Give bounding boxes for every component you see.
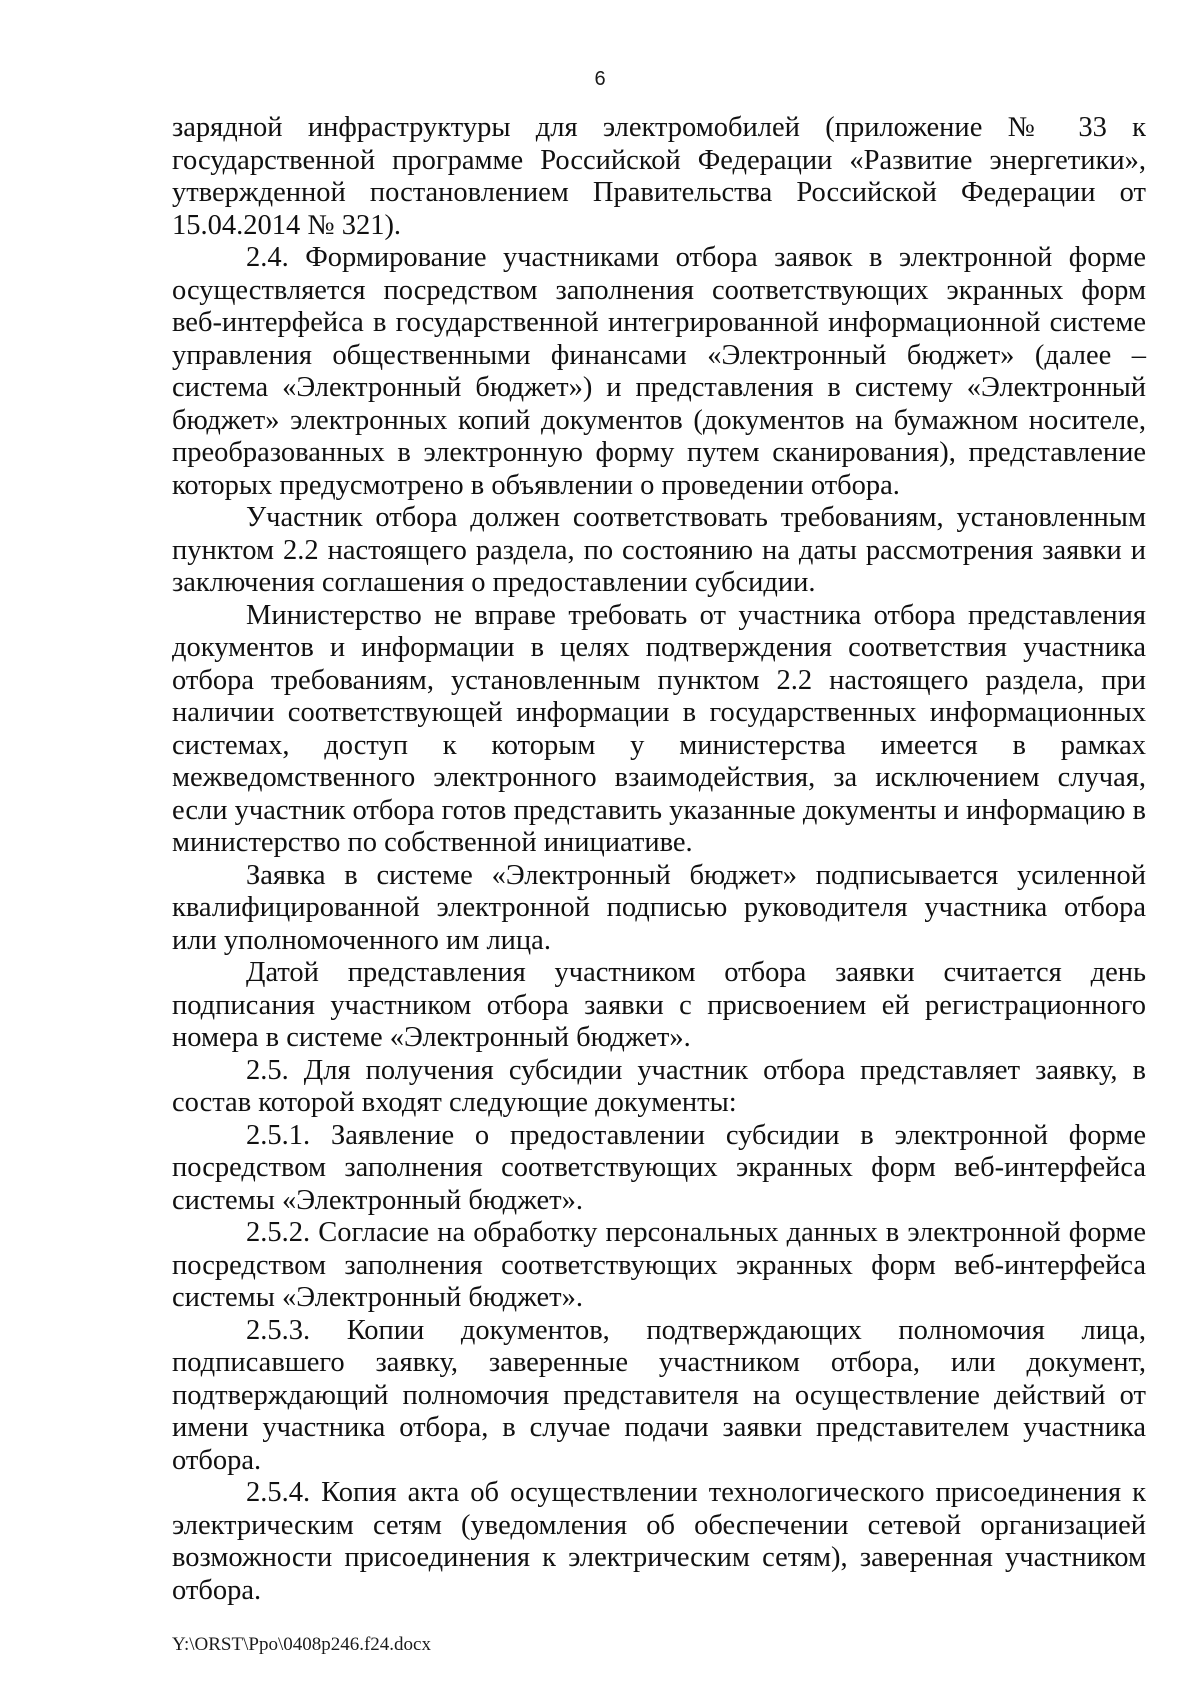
paragraph-2-4: 2.4. Формирование участниками отбора заявок в электронной форме осуществляется посредством заполнения соответствующих экранных форм веб-интерфейса в государственной интегрированной информационной системе управления общественными финансами «Электронный бюджет» (далее – система «Электронный бюджет») и представления в систему «Электронный бюджет» электронных копий документов (документов на бумажном носителе, преобразованных в электронную форму путем сканирования), представление которых предусмотрено в объявлении о проведении отбора. (172, 242, 1146, 501)
paragraph-application-signature: Заявка в системе «Электронный бюджет» подписывается усиленной квалифицированной электронной подписью руководителя участника отбора или уполномоченного им лица. (172, 859, 1146, 956)
paragraph-2-5-3: 2.5.3. Копии документов, подтверждающих полномочия лица, подписавшего заявку, заверенные участником отбора, или документ, подтверждающий полномочия представителя на осуществление действий от имени участника отбора, в случае подачи заявки представителем участника отбора. (172, 1314, 1146, 1476)
paragraph-2-5-4: 2.5.4. Копия акта об осуществлении технологического присоединения к электрическим сетям (уведомления об обеспечении сетевой организацией возможности присоединения к электрическим сетям), заверенная участником отбора. (172, 1477, 1146, 1606)
paragraph-2-5: 2.5. Для получения субсидии участник отбора представляет заявку, в состав которой входят следующие документы: (172, 1054, 1146, 1118)
paragraph-submission-date: Датой представления участником отбора заявки считается день подписания участником отбора заявки с присвоением ей регистрационного номера в системе «Электронный бюджет». (172, 957, 1146, 1053)
page-number: 6 (594, 68, 606, 90)
paragraph-participant-requirements: Участник отбора должен соответствовать требованиям, установленным пунктом 2.2 настоящего раздела, по состоянию на даты рассмотрения заявки и заключения соглашения о предоставлении субсидии. (172, 502, 1146, 598)
footer-file-path: Y:\ORST\Ppo\0408p246.f24.docx (172, 1634, 431, 1655)
paragraph-continuation: зарядной инфраструктуры для электромобилей (приложение № 33 к государственной программе Российской Федерации «Развитие энергетики», утвержденной постановлением Правительства Российской Федерации от 15.04.2014 № 321). (172, 112, 1146, 241)
paragraph-ministry-restriction: Министерство не вправе требовать от участника отбора представления документов и информации в целях подтверждения соответствия участника отбора требованиям, установленным пунктом 2.2 настоящего раздела, при наличии соответствующей информации в государственных информационных системах, доступ к которым у министерства имеется в рамках межведомственного электронного взаимодействия, за исключением случая, если участник отбора готов представить указанные документы и информацию в министерство по собственной инициативе. (172, 599, 1146, 858)
paragraph-2-5-2: 2.5.2. Согласие на обработку персональных данных в электронной форме посредством заполнения соответствующих экранных форм веб-интерфейса системы «Электронный бюджет». (172, 1217, 1146, 1313)
paragraph-2-5-1: 2.5.1. Заявление о предоставлении субсидии в электронной форме посредством заполнения соответствующих экранных форм веб-интерфейса системы «Электронный бюджет». (172, 1119, 1146, 1216)
document-body (172, 112, 1146, 1607)
